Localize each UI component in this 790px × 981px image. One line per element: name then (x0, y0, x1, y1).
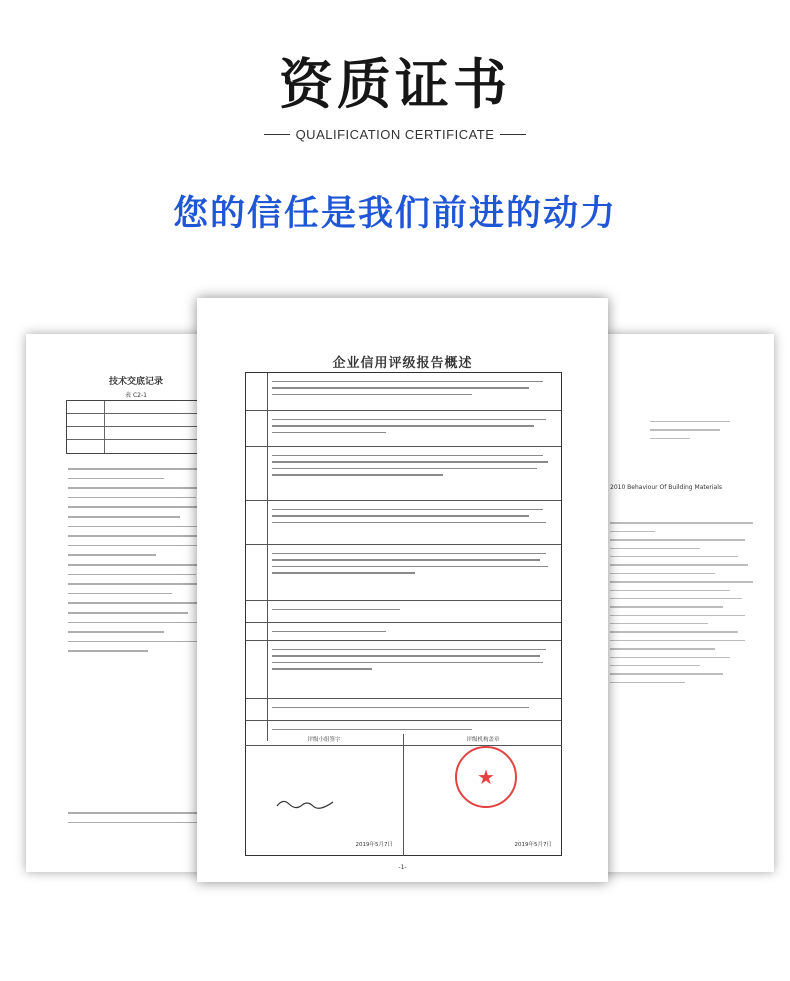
signature-date-right: 2019年5月7日 (514, 842, 552, 848)
signature-col-right: 评级机构盖章 (404, 734, 562, 746)
signature-scrawl (275, 794, 335, 814)
red-seal-stamp: ★ (455, 746, 517, 808)
signature-col-left: 评级小组签字 (245, 734, 403, 746)
subtitle-left-rule (264, 134, 290, 135)
left-doc-subtitle: 表 C2-1 (125, 392, 147, 399)
page-number: -1- (398, 864, 407, 871)
subtitle: QUALIFICATION CERTIFICATE (295, 126, 495, 142)
certificate-right (600, 334, 774, 872)
right-doc-header (650, 414, 730, 446)
page-title: 资质证书 (279, 53, 511, 116)
signature-area (245, 734, 562, 856)
right-doc-body (610, 484, 760, 690)
signature-date-left: 2019年5月7日 (355, 842, 393, 848)
left-doc-title: 技术交底记录 (108, 377, 163, 387)
center-doc-title: 企业信用评级报告概述 (332, 356, 473, 371)
right-doc-heading: 2010 Behaviour Of Building Materials (610, 484, 723, 491)
subtitle-right-rule (500, 134, 526, 135)
certificate-center (197, 298, 608, 882)
subtitle-row (0, 124, 790, 144)
slogan: 您的信任是我们前进的动力 (172, 194, 617, 234)
